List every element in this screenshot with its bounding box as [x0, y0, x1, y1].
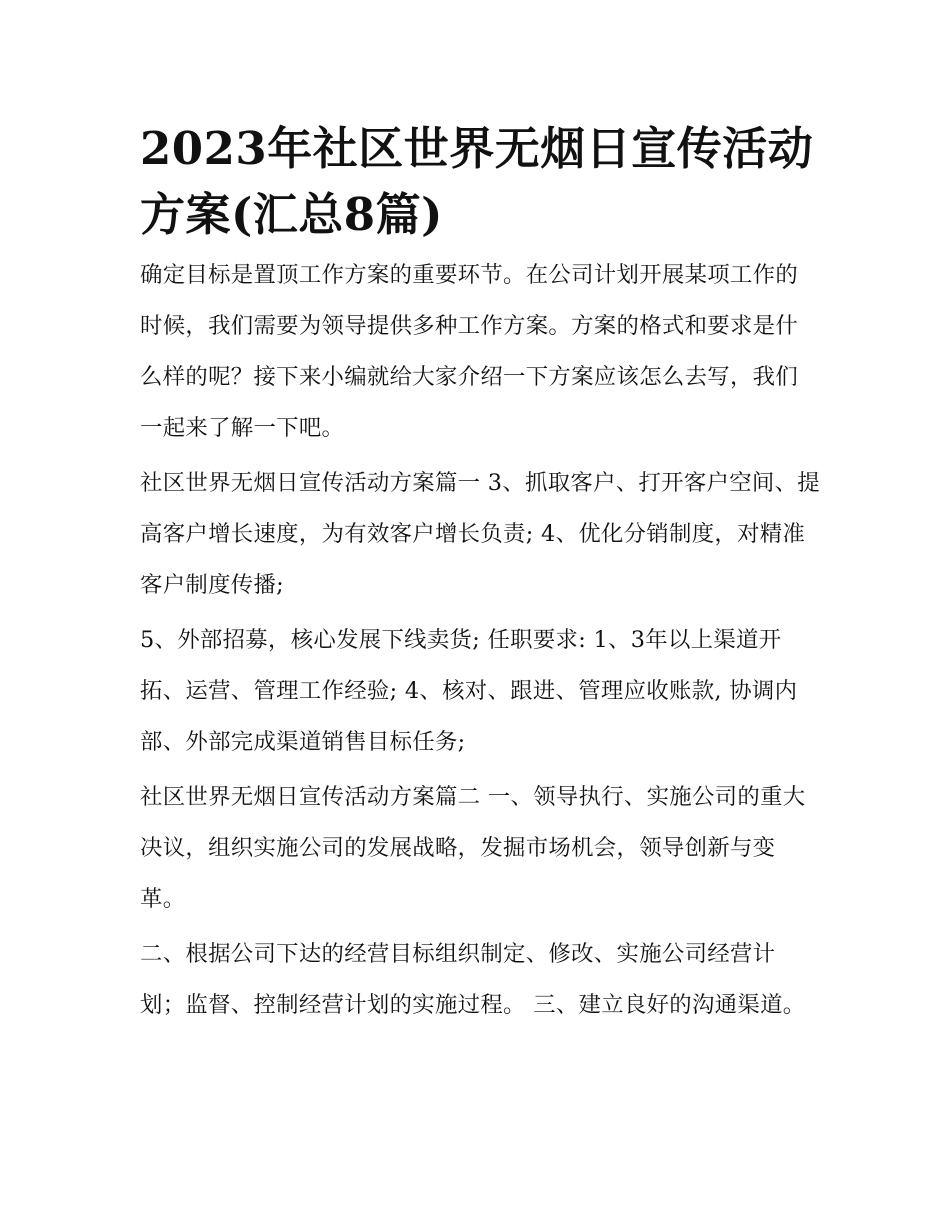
- document-title: 2023年社区世界无烟日宣传活动方案(汇总8篇): [140, 122, 814, 241]
- paragraph-recruitment: 5、外部招募，核心发展下线卖货; 任职要求: 1、3年以上渠道开拓、运营、管理工作经验; 4、核对、跟进、管理应收账款, 协调内部、外部完成渠道销售目标任务;: [140, 627, 798, 755]
- paragraph-plan-two-continued: 二、根据公司下达的经营目标组织制定、修改、实施公司经营计划；监督、控制经营计划的实施过程。 三、建立良好的沟通渠道。: [140, 941, 806, 1018]
- paragraph-plan-one: 社区世界无烟日宣传活动方案篇一 3、抓取客户、打开客户空间、提高客户增长速度，为有效客户增长负责; 4、优化分销制度，对精准客户制度传播;: [140, 470, 820, 598]
- document-body: [140, 116, 820, 1035]
- paragraph-plan-two: 社区世界无烟日宣传活动方案篇二 一、领导执行、实施公司的重大决议，组织实施公司的发展战略，发掘市场机会，领导创新与变革。: [140, 784, 806, 912]
- paragraph-intro: 确定目标是置顶工作方案的重要环节。在公司计划开展某项工作的时候，我们需要为领导提供多种工作方案。方案的格式和要求是什么样的呢？接下来小编就给大家介绍一下方案应该怎么去写，我们一起来了解一下吧。: [140, 262, 799, 441]
